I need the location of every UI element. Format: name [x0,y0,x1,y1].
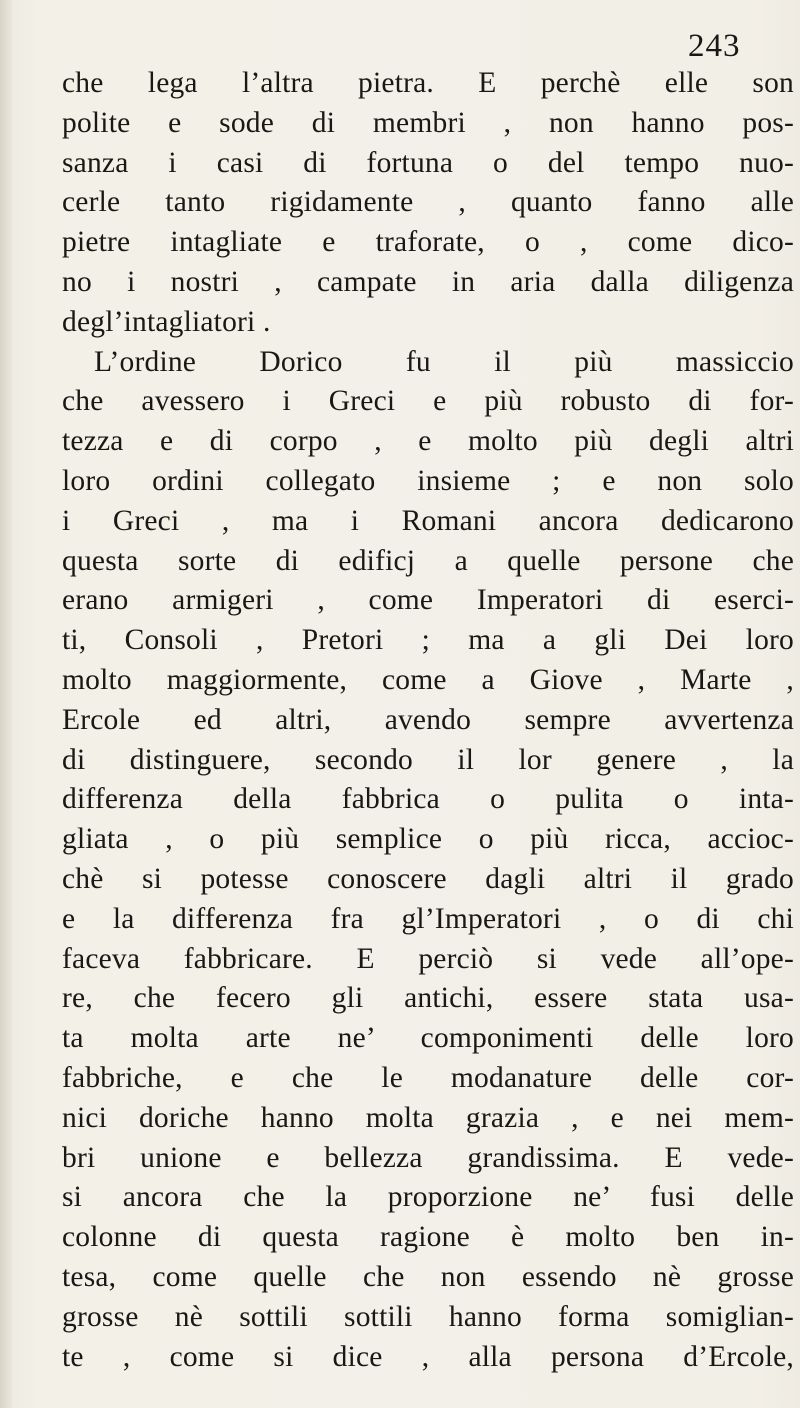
paragraph-start-line: L’ordine Dorico fu il più massiccio [94,345,794,378]
text-line: degl’intagliatori . [62,305,271,338]
text-line: nici doriche hanno molta grazia , e nei mem- [62,1101,794,1134]
text-line: tesa, come quelle che non essendo nè grosse [62,1260,794,1293]
text-line: che lega l’altra pietra. E perchè elle son [62,67,794,99]
text-line: questa sorte di edificj a quelle persone che [62,544,794,577]
text-line: polite e sode di membri , non hanno pos- [62,106,794,139]
text-line: chè si potesse conoscere dagli altri il grado [62,862,794,895]
text-line: faceva fabbricare. E perciò si vede all’ope- [62,942,794,975]
text-line: erano armigeri , come Imperatori di eserci- [62,584,794,617]
text-line: no i nostri , campate in aria dalla diligenza [62,265,794,298]
text-line: pietre intagliate e traforate, o , come dico- [62,226,794,259]
text-line: ti, Consoli , Pretori ; ma a gli Dei loro [62,624,794,657]
text-line: molto maggiormente, come a Giove , Marte , [62,663,794,696]
text-line: bri unione e bellezza grandissima. E vede- [62,1141,794,1174]
text-line: cerle tanto rigidamente , quanto fanno alle [62,186,794,219]
text-line: ta molta arte ne’ componimenti delle loro [62,1022,794,1055]
text-line: sanza i casi di fortuna o del tempo nuo- [62,146,794,179]
text-line: loro ordini collegato insieme ; e non solo [62,464,794,497]
text-line: tezza e di corpo , e molto più degli altri [62,425,794,458]
text-line: gliata , o più semplice o più ricca, accioc- [62,823,794,856]
text-line: grosse nè sottili sottili hanno forma somiglian- [62,1300,794,1333]
text-line: colonne di questa ragione è molto ben in- [62,1221,794,1254]
text-line: di distinguere, secondo il lor genere , la [62,743,794,776]
text-line: e la differenza fra gl’Imperatori , o di chi [62,902,794,935]
text-line: te , come si dice , alla persona d’Ercole, [62,1340,794,1373]
text-line: Ercole ed altri, avendo sempre avvertenza [62,703,794,736]
text-line: che avessero i Greci e più robusto di for- [62,385,794,418]
body-text [62,64,794,1377]
page-gutter [0,0,12,1408]
text-line: si ancora che la proporzione ne’ fusi delle [62,1181,794,1214]
page-number: 243 [688,28,741,64]
text-line: re, che fecero gli antichi, essere stata usa- [62,982,794,1015]
text-line: differenza della fabbrica o pulita o inta- [62,783,794,816]
text-line: i Greci , ma i Romani ancora dedicarono [62,504,794,537]
text-line: fabbriche, e che le modanature delle cor- [62,1061,794,1094]
